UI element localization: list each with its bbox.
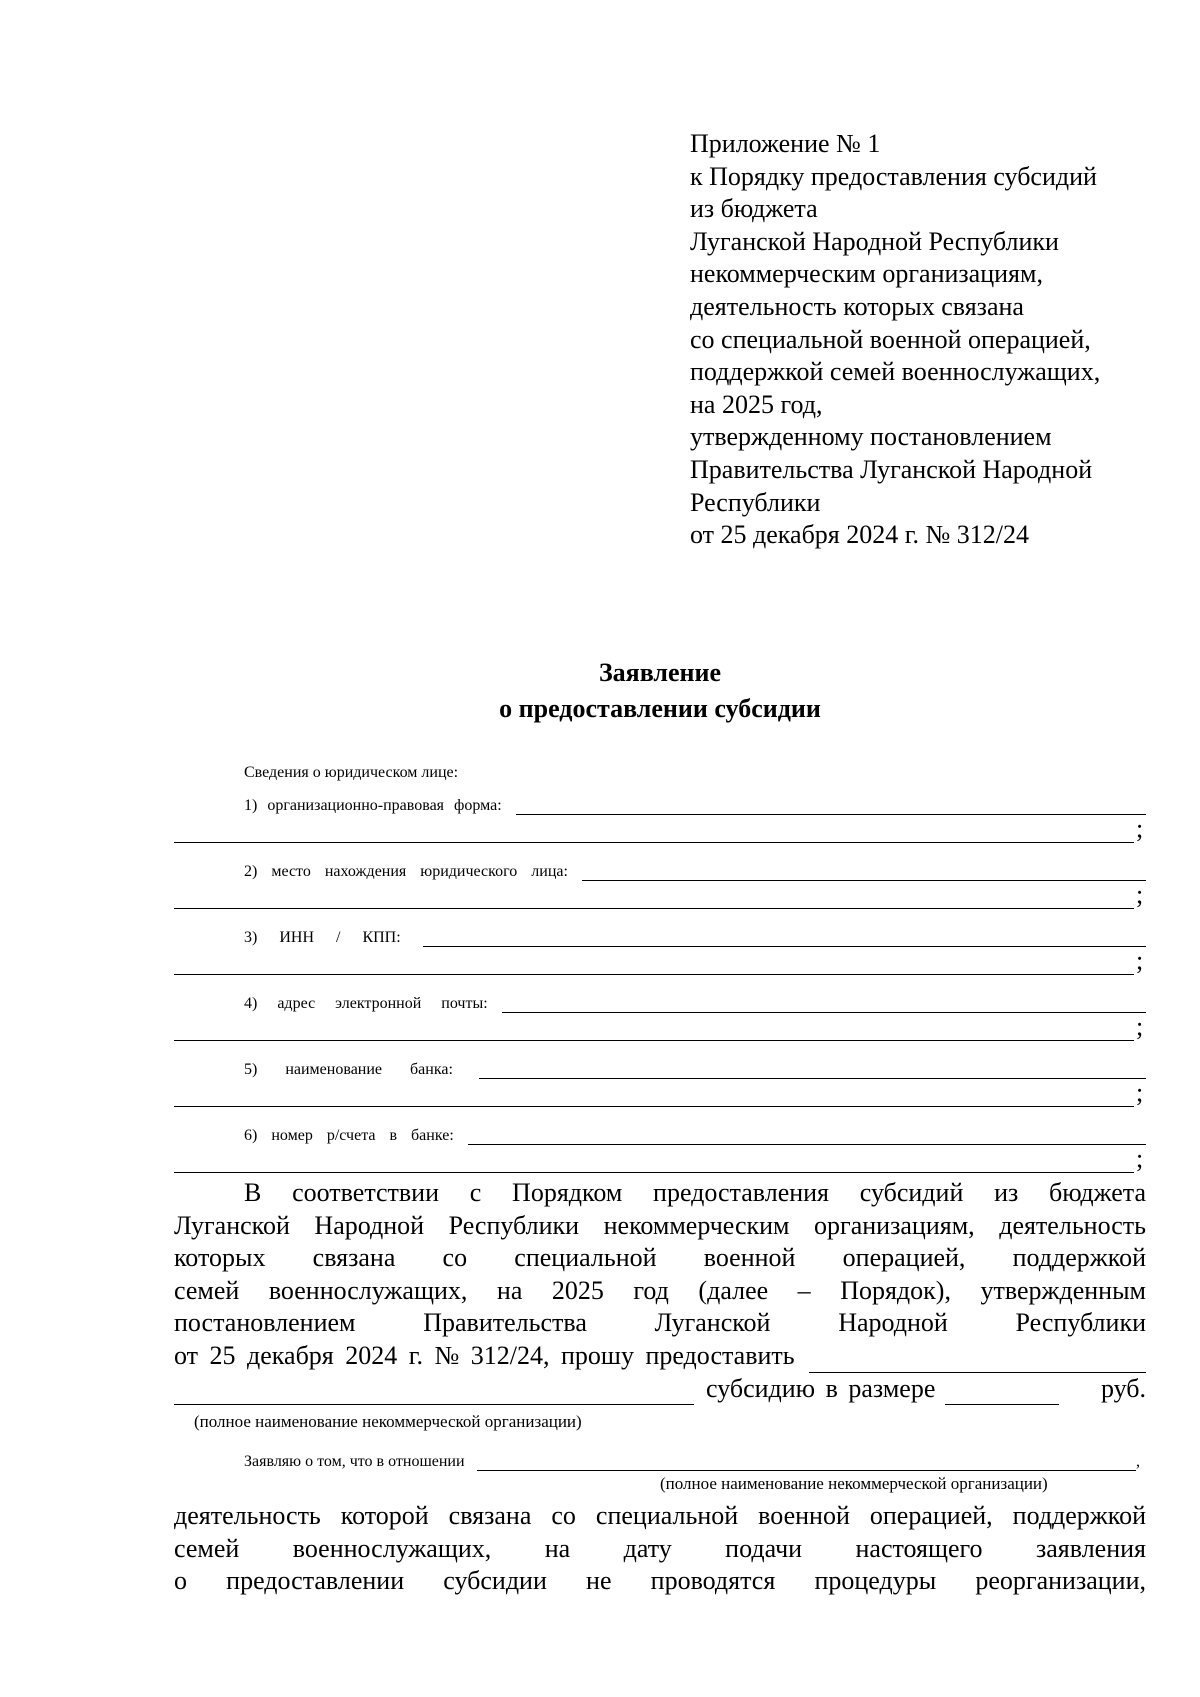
address-input-line-2[interactable] xyxy=(174,880,1134,909)
field-label: 2) место нахождения юридического лица: xyxy=(244,863,568,880)
field-bank-name xyxy=(244,1045,1146,1079)
declaration-org-input-line[interactable] xyxy=(477,1444,1136,1471)
annex-line: некоммерческим организациям, xyxy=(690,259,1043,289)
annex-line: Приложение № 1 xyxy=(690,129,881,158)
address-input-line[interactable] xyxy=(582,854,1146,881)
paragraph-line: семей военнослужащих, на дату подачи настоящего заявления xyxy=(174,1533,1146,1563)
annex-line: Луганской Народной Республики xyxy=(690,226,1059,256)
field-label: 6) номер р/счета в банке: xyxy=(244,1127,454,1144)
paragraph-line: которых связана со специальной военной операцией, поддержкой xyxy=(174,1243,1146,1273)
document-subtitle: о предоставлении субсидии xyxy=(499,694,821,723)
annex-block xyxy=(690,128,1100,552)
organization-name-input-line[interactable] xyxy=(809,1346,1146,1373)
subsidy-amount-input-line[interactable] xyxy=(945,1378,1059,1405)
semicolon: ; xyxy=(1136,814,1144,843)
paragraph-declaration xyxy=(174,1500,1146,1598)
email-input-line[interactable] xyxy=(502,986,1146,1013)
field-email xyxy=(244,979,1146,1013)
bank-account-input-line-2[interactable] xyxy=(174,1144,1134,1173)
paragraph-line: семей военнослужащих, на 2025 год (далее – Порядок), утвержденным xyxy=(174,1275,1146,1305)
field-org-form xyxy=(244,781,1146,815)
annex-line: из бюджета xyxy=(690,194,818,224)
semicolon: ; xyxy=(1136,1012,1144,1041)
paragraph-line: от 25 декабря 2024 г. № 312/24, прошу предоставить xyxy=(174,1340,1146,1373)
declaration-line: Заявляю о том, что в отношении , xyxy=(244,1437,1140,1471)
currency-label: руб. xyxy=(1100,1373,1146,1403)
annex-line: на 2025 год, xyxy=(690,389,823,419)
field-label: 1) организационно-правовая форма: xyxy=(244,797,502,814)
org-form-input-line-2[interactable] xyxy=(174,814,1134,843)
annex-line: утвержденному постановлением xyxy=(690,422,1052,452)
bank-name-input-line-2[interactable] xyxy=(174,1078,1134,1107)
org-name-caption-2: (полное наименование некоммерческой организации) xyxy=(660,1474,1048,1493)
field-label: 4) адрес электронной почты: xyxy=(244,995,488,1012)
annex-line: к Порядку предоставления субсидий xyxy=(690,161,1097,191)
annex-line: со специальной военной операцией, xyxy=(690,324,1091,354)
field-inn-kpp xyxy=(244,913,1146,947)
bank-account-input-line[interactable] xyxy=(468,1118,1146,1145)
annex-line: от 25 декабря 2024 г. № 312/24 xyxy=(690,520,1030,550)
annex-line: поддержкой семей военнослужащих, xyxy=(690,357,1101,387)
org-form-input-line[interactable] xyxy=(516,788,1146,815)
paragraph-line: В соответствии с Порядком предоставления субсидий из бюджета xyxy=(244,1178,1146,1207)
annex-line: Правительства Луганской Народной xyxy=(690,454,1093,484)
form-intro: Сведения о юридическом лице: xyxy=(244,764,459,781)
org-name-caption: (полное наименование некоммерческой организации) xyxy=(194,1412,582,1431)
field-address xyxy=(244,847,1146,881)
field-label: 3) ИНН / КПП: xyxy=(244,929,401,946)
field-label: 5) наименование банка: xyxy=(244,1061,453,1078)
inn-kpp-input-line[interactable] xyxy=(423,920,1146,947)
semicolon: ; xyxy=(1136,880,1144,909)
paragraph-line: постановлением Правительства Луганской Народной Республики xyxy=(174,1308,1146,1338)
semicolon: ; xyxy=(1136,1078,1144,1107)
annex-line: Республики xyxy=(690,487,821,517)
annex-line: деятельность которых связана xyxy=(690,291,1024,321)
inn-kpp-input-line-2[interactable] xyxy=(174,946,1134,975)
semicolon: ; xyxy=(1136,1144,1144,1173)
paragraph-line: деятельность которой связана со специальной военной операцией, поддержкой xyxy=(174,1501,1146,1530)
field-bank-account xyxy=(244,1111,1146,1145)
paragraph-line: о предоставлении субсидии не проводятся процедуры реорганизации, xyxy=(174,1566,1146,1596)
paragraph-request xyxy=(174,1177,1146,1405)
organization-name-input-line-2[interactable] xyxy=(174,1378,694,1405)
email-input-line-2[interactable] xyxy=(174,1012,1134,1041)
subsidy-amount-line: субсидию в размере руб. xyxy=(174,1373,1146,1406)
paragraph-line: Луганской Народной Республики некоммерческим организациям, деятельность xyxy=(174,1210,1146,1240)
document-title: Заявление xyxy=(598,658,722,687)
semicolon: ; xyxy=(1136,946,1144,975)
bank-name-input-line[interactable] xyxy=(479,1052,1146,1079)
